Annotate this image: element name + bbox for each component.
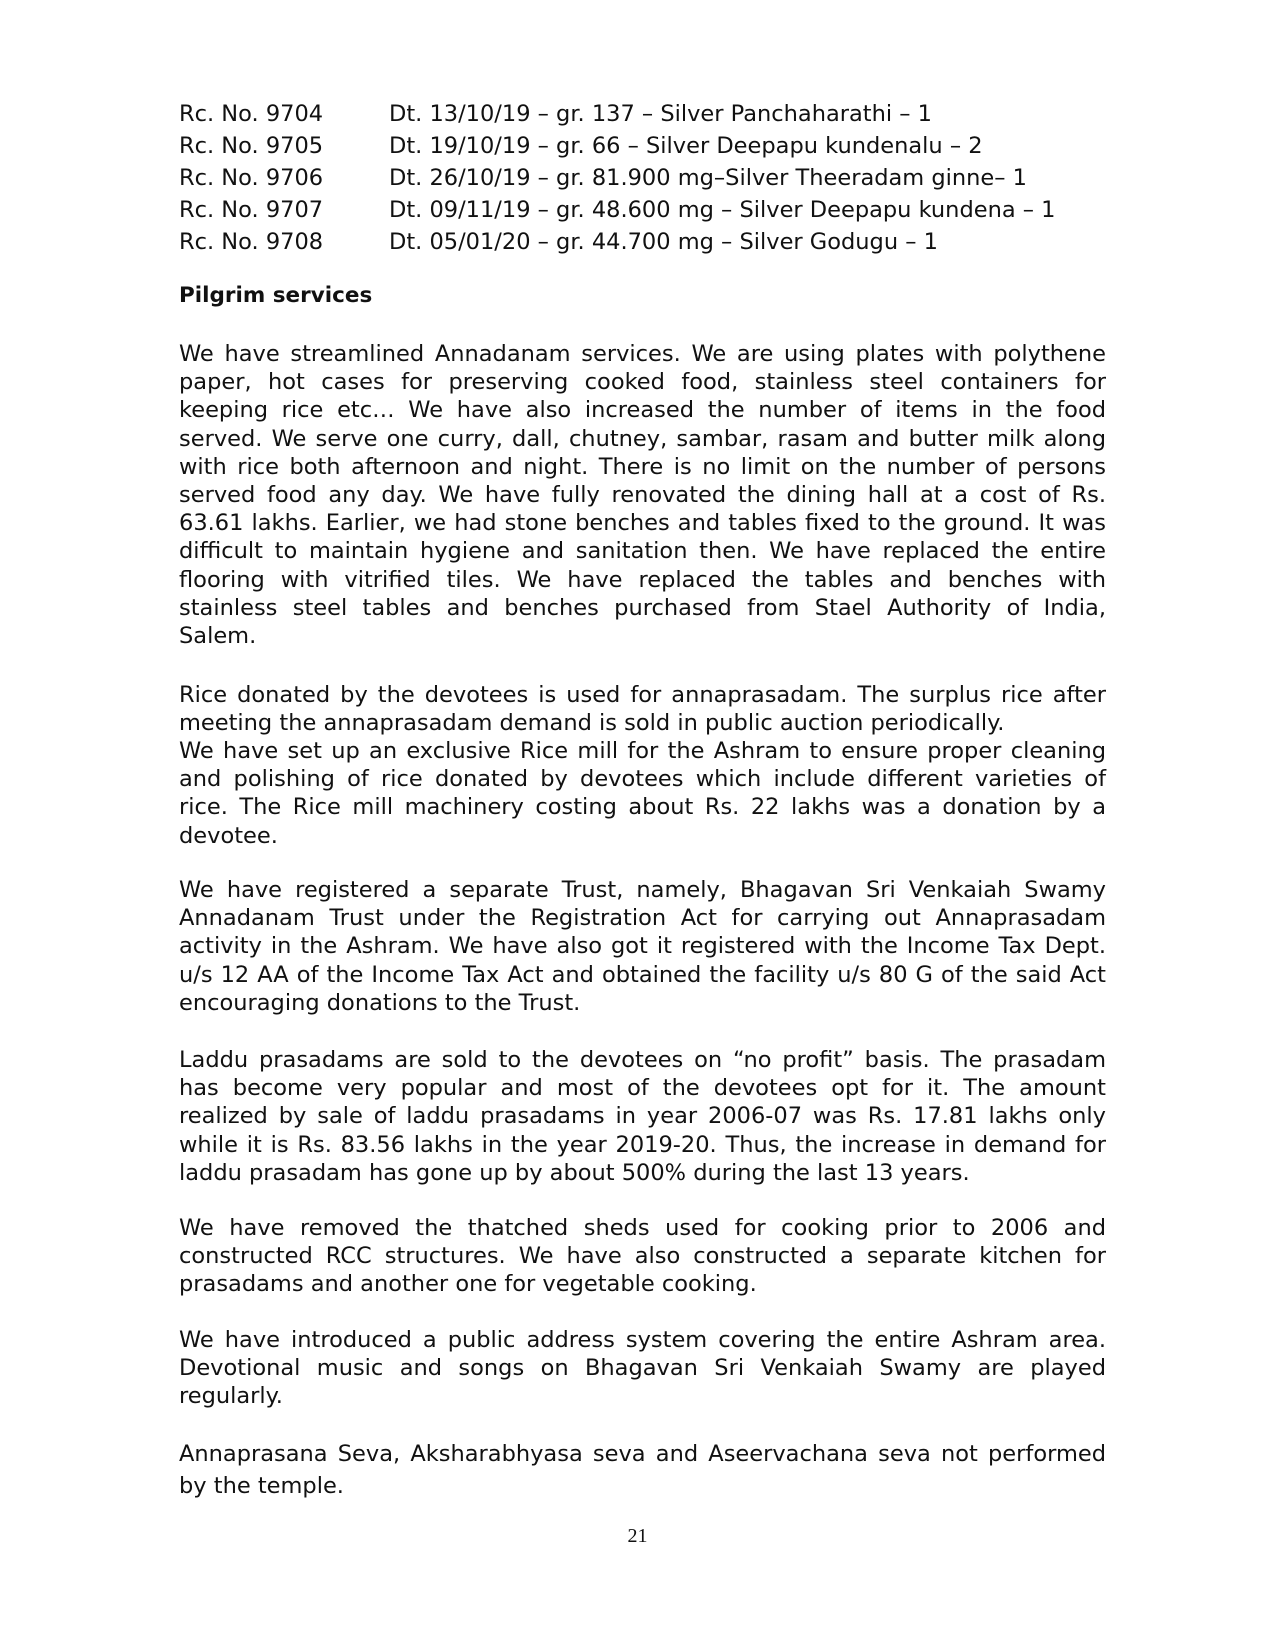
receipt-number: Rc. No. 9704 [179, 101, 324, 127]
paragraph-public-address: We have introduced a public address system covering the entire Ashram area. Devotional music and songs on Bhagavan Sri Venkaiah Swamy are played regularly. [179, 1327, 1106, 1410]
paragraph-kitchen: We have removed the thatched sheds used for cooking prior to 2006 and constructed RCC structures. We have also constructed a separate kitchen for prasadams and another one for vegetable cooking. [179, 1215, 1106, 1298]
receipt-number: Rc. No. 9706 [179, 165, 324, 191]
receipt-row [179, 130, 1119, 162]
receipt-detail: Dt. 19/10/19 – gr. 66 – Silver Deepapu kundenalu – 2 [389, 133, 983, 159]
receipt-detail: Dt. 05/01/20 – gr. 44.700 mg – Silver Godugu – 1 [389, 229, 938, 255]
receipt-detail: Dt. 13/10/19 – gr. 137 – Silver Panchaharathi – 1 [389, 101, 932, 127]
receipt-detail: Dt. 26/10/19 – gr. 81.900 mg–Silver Theeradam ginne– 1 [389, 165, 1027, 191]
paragraph-laddu-prasadam: Laddu prasadams are sold to the devotees on “no profit” basis. The prasadam has become very popular and most of the devotees opt for it. The amount realized by sale of laddu prasadams in year 2006-07 was Rs. 17.81 lakhs only while it is Rs. 83.56 lakhs in the year 2019-20. Thus, the increase in demand for laddu prasadam has gone up by about 500% during the last 13 years. [179, 1047, 1106, 1186]
receipt-detail: Dt. 09/11/19 – gr. 48.600 mg – Silver Deepapu kundena – 1 [389, 197, 1056, 223]
paragraph-rice-mill: We have set up an exclusive Rice mill for the Ashram to ensure proper cleaning and polishing of rice donated by devotees which include different varieties of rice. The Rice mill machinery costing about Rs. 22 lakhs was a donation by a devotee. [179, 738, 1106, 849]
paragraph-trust: We have registered a separate Trust, namely, Bhagavan Sri Venkaiah Swamy Annadanam Trust under the Registration Act for carrying out Annaprasadam activity in the Ashram. We have also got it registered with the Income Tax Dept. u/s 12 AA of the Income Tax Act and obtained the facility u/s 80 G of the said Act encouraging donations to the Trust. [179, 877, 1106, 1016]
receipt-number: Rc. No. 9708 [179, 229, 324, 255]
receipt-row [179, 98, 1119, 130]
paragraph-rice-donation: Rice donated by the devotees is used for annaprasadam. The surplus rice after meeting the annaprasadam demand is sold in public auction periodically. [179, 682, 1106, 737]
receipt-row [179, 162, 1119, 194]
paragraph-seva: Annaprasana Seva, Aksharabhyasa seva and Aseervachana seva not performed by the temple. [179, 1441, 1106, 1499]
paragraph-annadanam: We have streamlined Annadanam services. We are using plates with polythene paper, hot cases for preserving cooked food, stainless steel containers for keeping rice etc… We have also increased the number of items in the food served. We serve one curry, dall, chutney, sambar, rasam and butter milk along with rice both afternoon and night. There is no limit on the number of persons served food any day. We have fully renovated the dining hall at a cost of Rs. 63.61 lakhs. Earlier, we had stone benches and tables fixed to the ground. It was difficult to maintain hygiene and sanitation then. We have replaced the entire flooring with vitrified tiles. We have replaced the tables and benches with stainless steel tables and benches purchased from Stael Authority of India, Salem. [179, 341, 1106, 650]
receipt-number: Rc. No. 9705 [179, 133, 324, 159]
page-number: 21 [627, 1525, 648, 1547]
receipt-row [179, 226, 1119, 258]
receipt-row [179, 194, 1119, 226]
section-heading: Pilgrim services [179, 283, 373, 308]
receipt-number: Rc. No. 9707 [179, 197, 324, 223]
receipt-list [179, 98, 1119, 258]
